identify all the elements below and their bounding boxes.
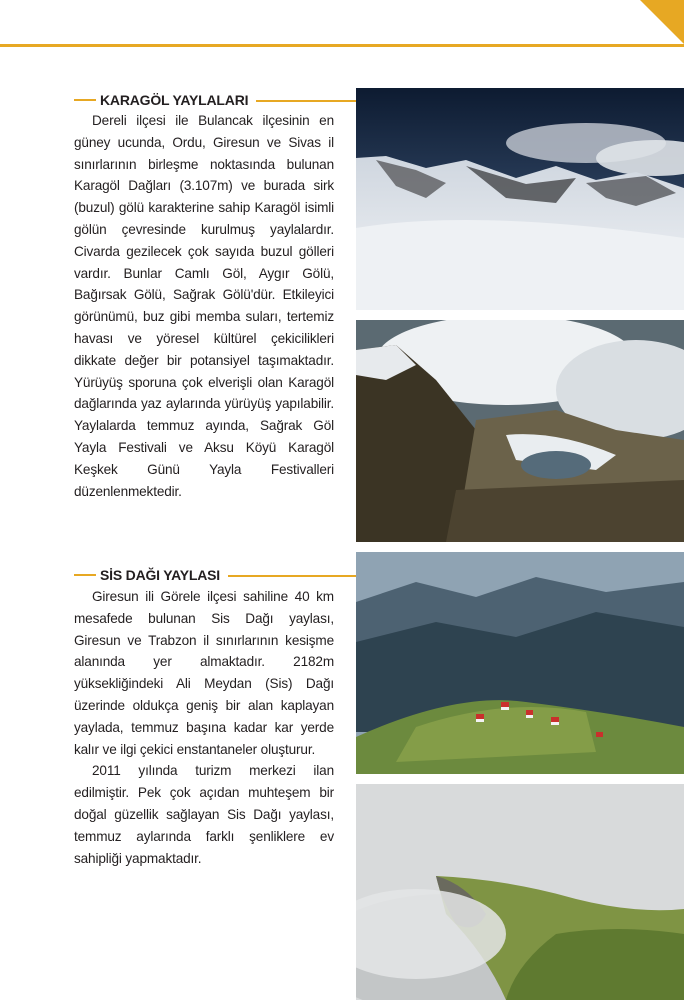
photo-plateau-houses: [356, 552, 684, 774]
paragraph: Dereli ilçesi ile Bulancak ilçesinin en güney ucunda, Ordu, Giresun ve Sivas il sınırlarının birleşme noktasında bulunan Karagöl Dağları (3.107m) ve burada sirk (buzul) gölü karakterine sahip Karagöl isimli gölün çevresinde kurulmuş yaylalardır. Civarda gezilecek çok sayıda buzul gölleri vardır. Bunlar Camlı Göl, Aygır Gölü, Bağırsak Gölü, Sağrak Gölü'dür. Etkileyici görünümü, buz gibi memba suları, tertemiz havası ve yöresel kültürel çekicilikleri dikkate değer bir potansiyel taşımaktadır. Yürüyüş sporuna çok elverişli olan Karagöl dağlarında yaz aylarında yürüyüş yapılabilir. Yaylalarda temmuz ayında, Sağrak Göl Yayla Festivali ve Aksu Köyü Karagöl Keşkek Günü Yayla Festivalleri düzenlenmektedir.: [74, 113, 334, 499]
photo-glacial-lake: [356, 320, 684, 542]
photo-snowy-mountains: [356, 88, 684, 310]
header-rule: [0, 44, 684, 47]
title-rule: [228, 575, 356, 577]
section-title-karagol: [74, 90, 248, 110]
corner-accent: [640, 0, 684, 44]
title-dash: [74, 99, 96, 101]
title-rule: [256, 100, 356, 102]
title-dash: [74, 574, 96, 576]
sis-dagi-body: [74, 586, 334, 869]
paragraph: 2011 yılında turizm merkezi ilan edilmiştir. Pek çok açıdan muhteşem bir doğal güzellik sağlayan Sis Dağı yaylası, temmuz aylarında farklı şenliklere ev sahipliği yapmaktadır.: [74, 763, 334, 866]
photo-foggy-ridge: [356, 784, 684, 1000]
section-title-text: KARAGÖL YAYLALARI: [100, 92, 249, 108]
paragraph: Giresun ili Görele ilçesi sahiline 40 km mesafede bulunan Sis Dağı yaylası, Giresun ve Trabzon il sınırlarının kesişme alanında yer almaktadır. 2182m yüksekliğindeki Ali Meydan (Sis) Dağı üzerinde oldukça geniş bir alan kaplayan yaylada, temmuz başına kadar kar yerde kalır ve ilgi çekici enstantaneler oluşturur.: [74, 589, 334, 757]
karagol-body: [74, 110, 334, 502]
section-title-sis-dagi: [74, 565, 220, 585]
section-title-text: SİS DAĞI YAYLASI: [100, 567, 220, 583]
